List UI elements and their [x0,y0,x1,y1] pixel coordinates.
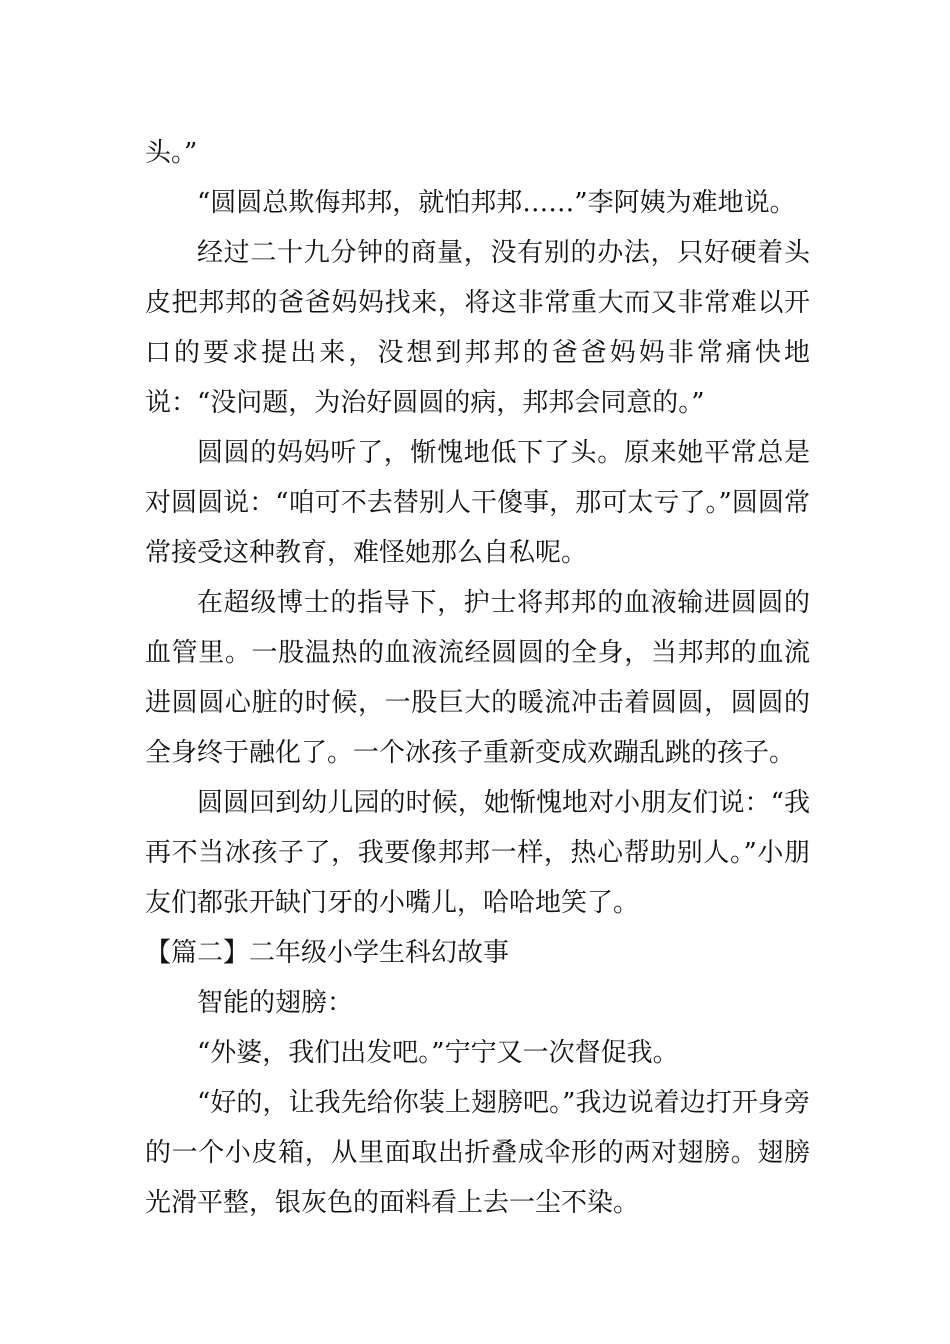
paragraph-7: “外婆，我们出发吧。”宁宁又一次督促我。 [197,1038,679,1068]
document-page [145,128,810,1228]
paragraph-5: 在超级博士的指导下，护士将邦邦的血液输进圆圆的血管里。一股温热的血液流经圆圆的全身，当邦邦的血流进圆圆心脏的时候，一股巨大的暖流冲击着圆圆，圆圆的全身终于融化了。一个冰孩子重新变成欢蹦乱跳的孩子。 [145,588,810,768]
paragraph-2: “圆圆总欺侮邦邦，就怕邦邦……”李阿姨为难地说。 [197,188,796,218]
paragraph-8: “好的，让我先给你装上翅膀吧。”我边说着边打开身旁的一个小皮箱，从里面取出折叠成伞形的两对翅膀。翅膀光滑平整，银灰色的面料看上去一尘不染。 [145,1088,810,1218]
paragraph-4: 圆圆的妈妈听了，惭愧地低下了头。原来她平常总是对圆圆说：“咱可不去替别人干傻事，那可太亏了。”圆圆常常接受这种教育，难怪她那么自私呢。 [145,438,810,568]
paragraph-3: 经过二十九分钟的商量，没有别的办法，只好硬着头皮把邦邦的爸爸妈妈找来，将这非常重大而又非常难以开口的要求提出来，没想到邦邦的爸爸妈妈非常痛快地说：“没问题，为治好圆圆的病，邦邦会同意的。” [145,238,810,418]
paragraph-6: 圆圆回到幼儿园的时候，她惭愧地对小朋友们说：“我再不当冰孩子了，我要像邦邦一样，热心帮助别人。”小朋友们都张开缺门牙的小嘴儿，哈哈地笑了。 [145,788,810,918]
story-title: 智能的翅膀： [197,988,354,1018]
paragraph-1: 头。” [145,138,198,168]
section-heading: 【篇二】二年级小学生科幻故事 [145,938,510,968]
